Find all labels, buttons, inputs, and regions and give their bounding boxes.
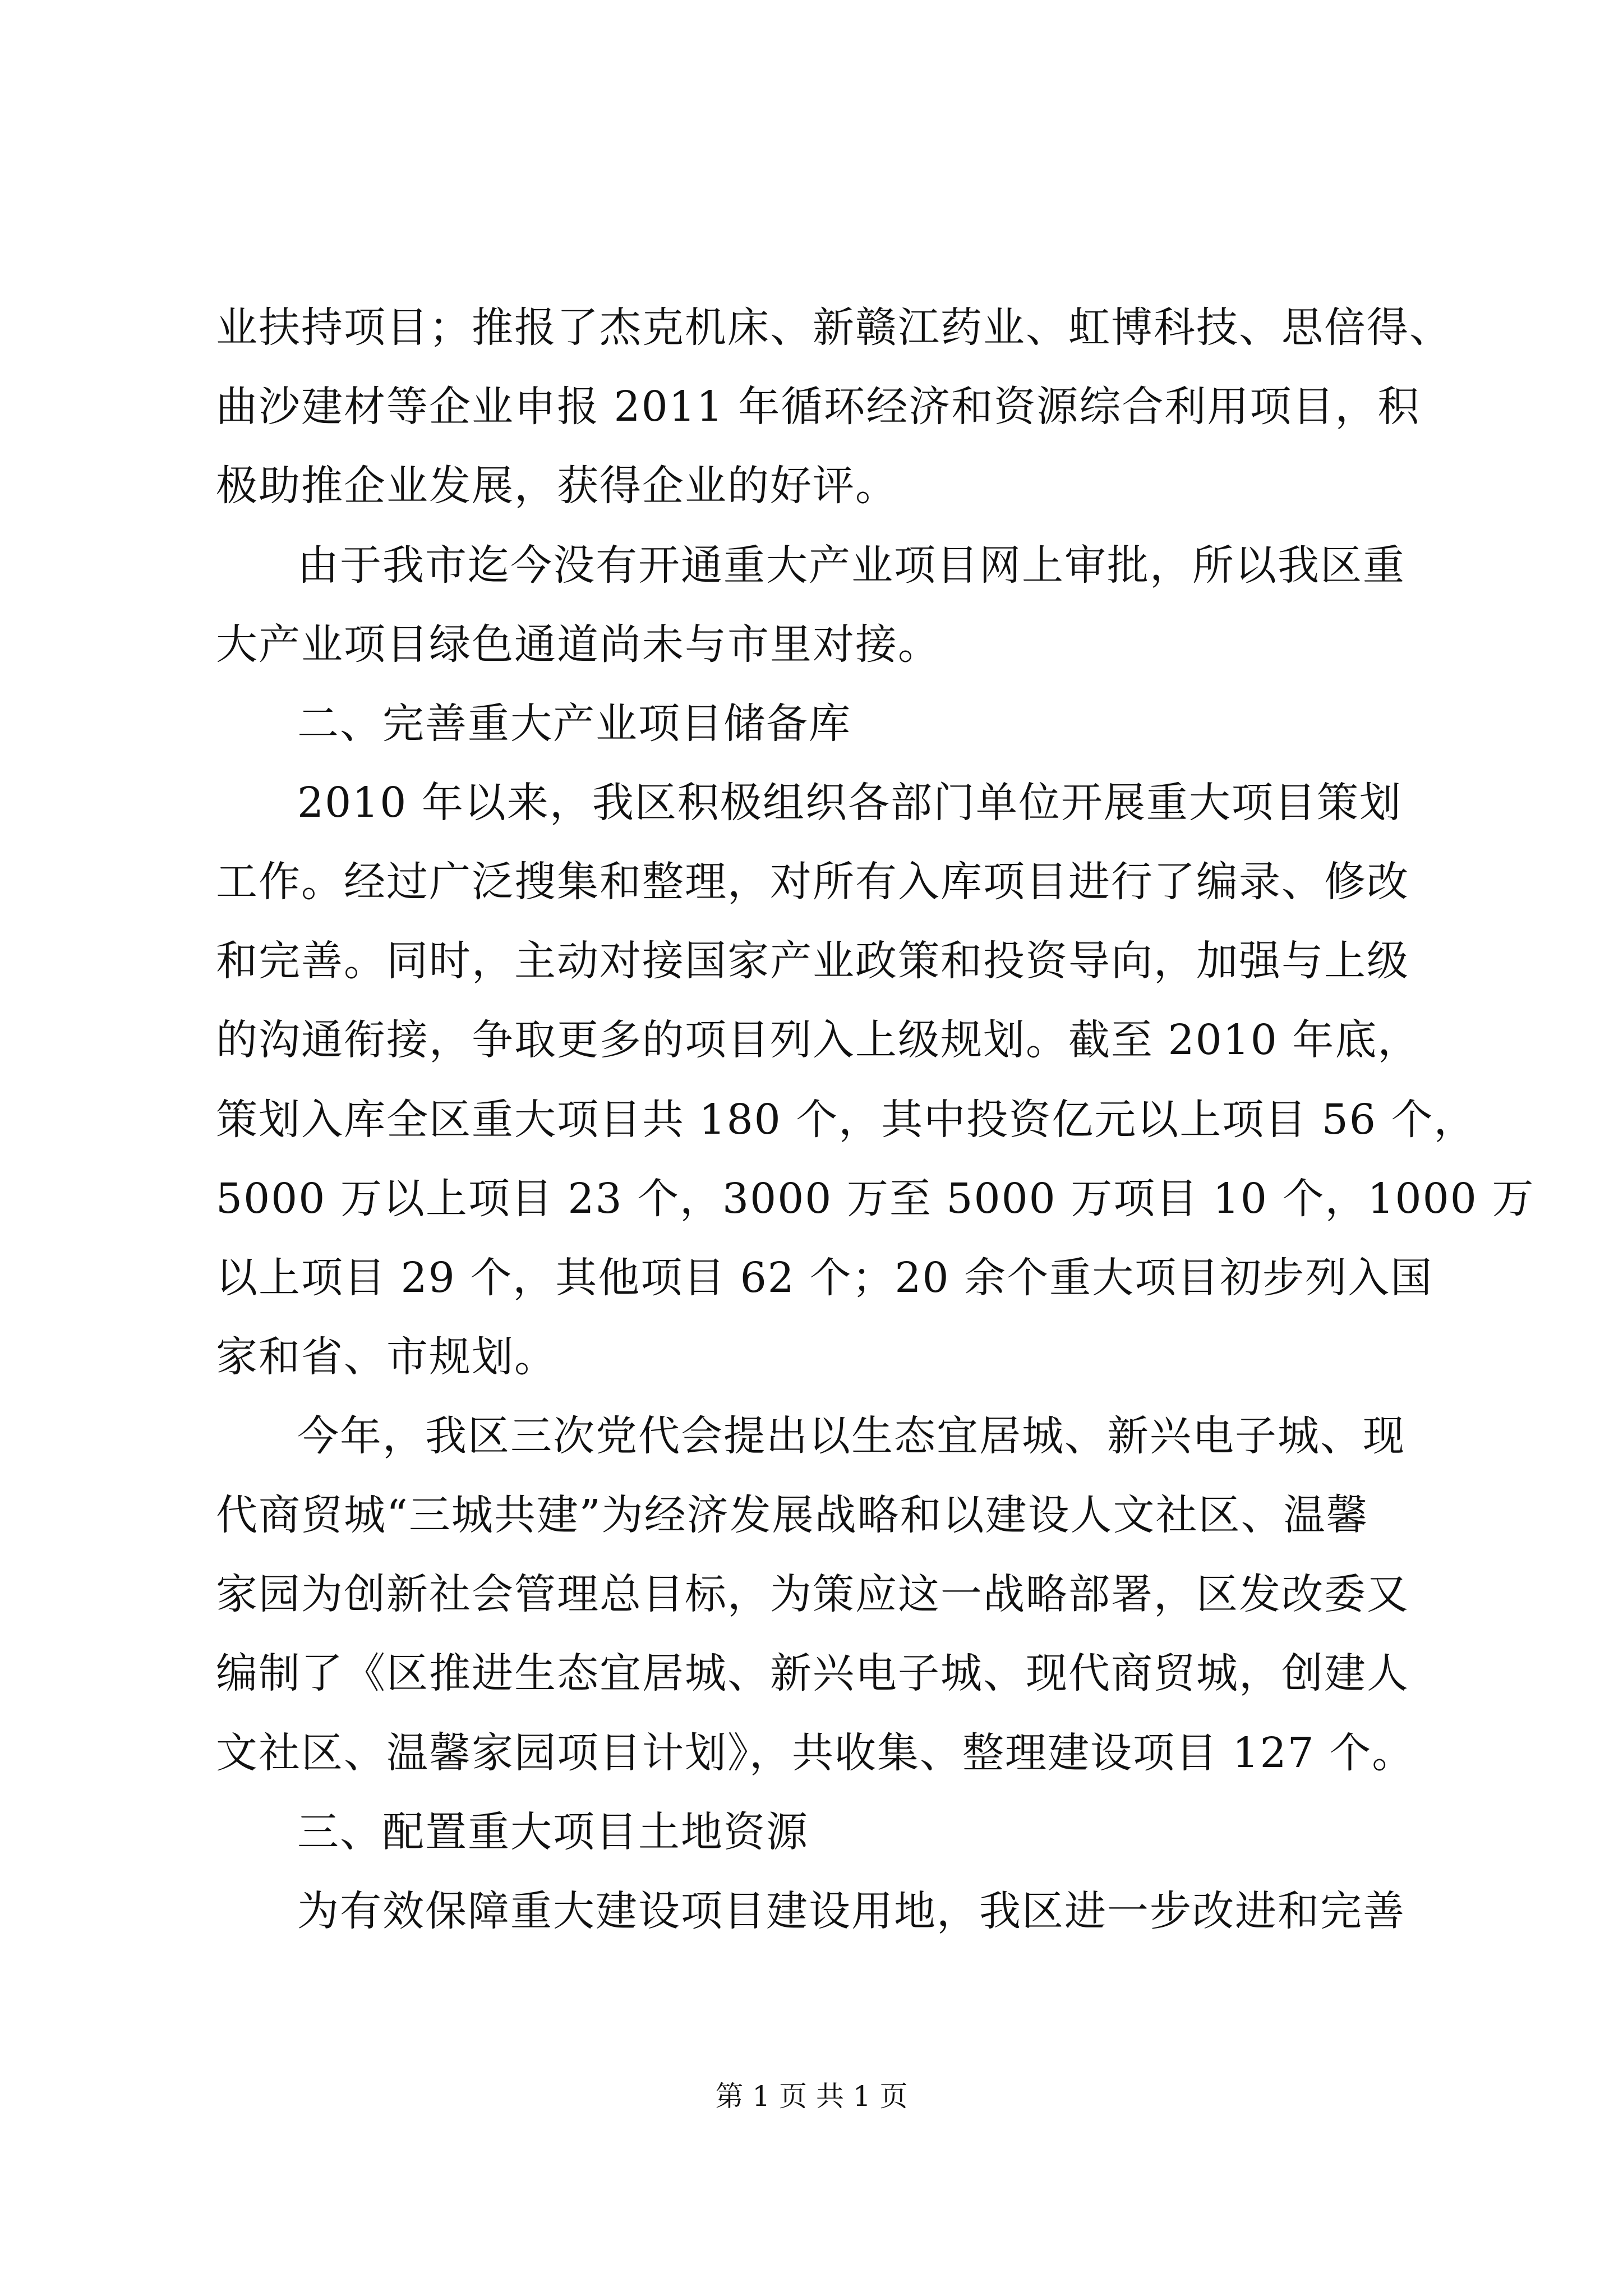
- text-line: 策划入库全区重大项目共 180 个，其中投资亿元以上项目 56 个，: [216, 1096, 1477, 1144]
- text-line: 曲沙建材等企业申报 2011 年循环经济和资源综合利用项目，积: [216, 383, 1421, 431]
- page-number-footer: 第 1 页 共 1 页: [715, 2080, 908, 2113]
- text-line: 以上项目 29 个，其他项目 62 个；20 余个重大项目初步列入国: [216, 1254, 1433, 1302]
- text-line: 极助推企业发展，获得企业的好评。: [216, 462, 898, 510]
- text-line: 和完善。同时，主动对接国家产业政策和投资导向，加强与上级: [216, 937, 1409, 985]
- text-line: 今年，我区三次党代会提出以生态宜居城、新兴电子城、现: [297, 1412, 1405, 1460]
- text-line: 编制了《区推进生态宜居城、新兴电子城、现代商贸城，创建人: [216, 1649, 1409, 1697]
- text-line: 5000 万以上项目 23 个，3000 万至 5000 万项目 10 个，1000 万: [216, 1175, 1535, 1223]
- text-line: 家和省、市规划。: [216, 1333, 557, 1381]
- text-line: 文社区、温馨家园项目计划》，共收集、整理建设项目 127 个。: [216, 1729, 1415, 1777]
- text-line: 的沟通衔接，争取更多的项目列入上级规划。截至 2010 年底，: [216, 1016, 1421, 1064]
- text-line: 家园为创新社会管理总目标，为策应这一战略部署，区发改委又: [216, 1570, 1409, 1618]
- text-line: 为有效保障重大建设项目建设用地，我区进一步改进和完善: [297, 1887, 1405, 1935]
- text-line: 2010 年以来，我区积极组织各部门单位开展重大项目策划: [297, 779, 1402, 827]
- text-line: 业扶持项目；推报了杰克机床、新赣江药业、虹博科技、思倍得、: [216, 303, 1452, 352]
- text-line: 工作。经过广泛搜集和整理，对所有入库项目进行了编录、修改: [216, 858, 1409, 906]
- section-heading: 三、配置重大项目土地资源: [297, 1808, 809, 1856]
- section-heading: 二、完善重大产业项目储备库: [297, 700, 851, 748]
- text-line: 由于我市迄今没有开通重大产业项目网上审批，所以我区重: [297, 541, 1405, 590]
- text-line: 代商贸城“三城共建”为经济发展战略和以建设人文社区、温馨: [216, 1491, 1369, 1539]
- text-line: 大产业项目绿色通道尚未与市里对接。: [216, 620, 940, 669]
